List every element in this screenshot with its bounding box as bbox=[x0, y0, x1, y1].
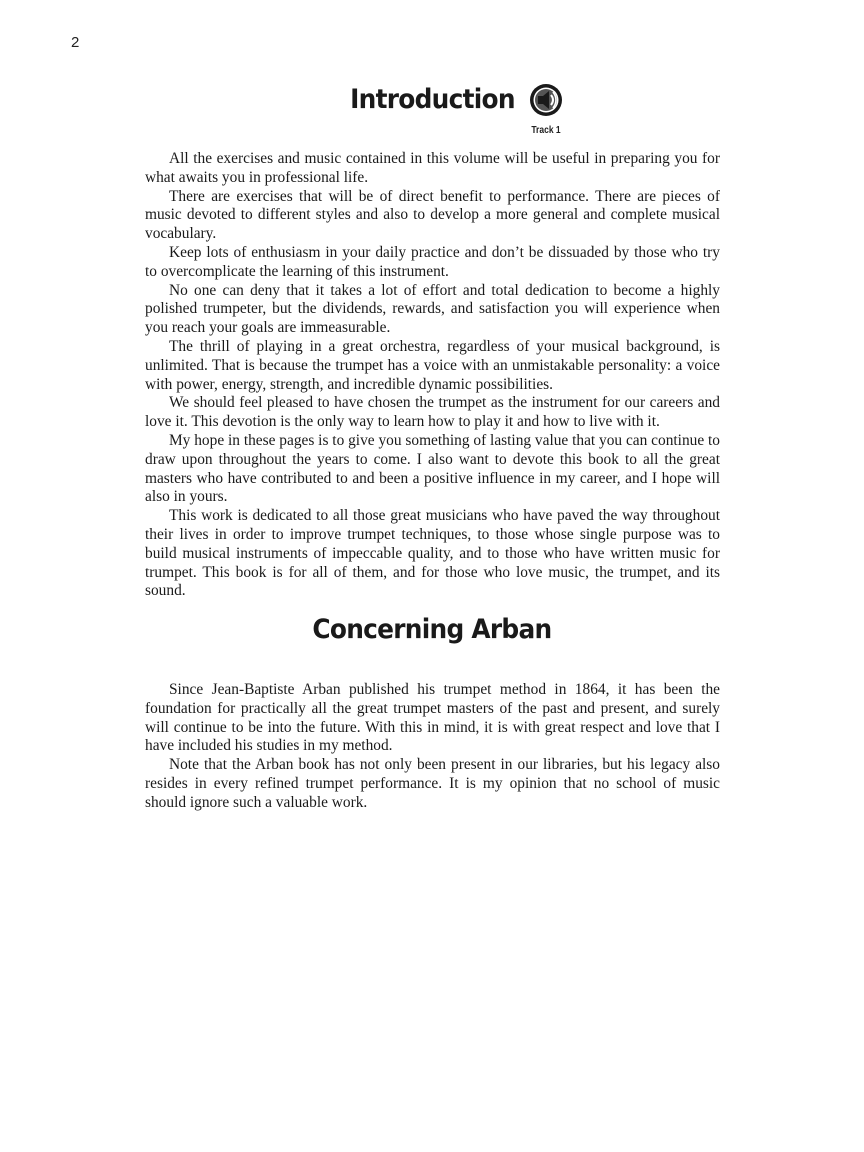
paragraph: The thrill of playing in a great orchestra, regardless of your musical background, is unlimited. That is because the trumpet has a voice with an unmistakable personality: a voice with power, energy, strength, and incredible dynamic possibilities. bbox=[145, 337, 720, 393]
paragraph: There are exercises that will be of direct benefit to performance. There are pieces of music devoted to different styles and also to develop a more general and complete musical vocabulary. bbox=[145, 187, 720, 243]
audio-track-marker bbox=[526, 82, 566, 134]
introduction-heading-block bbox=[0, 84, 864, 115]
paragraph: All the exercises and music contained in this volume will be useful in preparing you for what awaits you in professional life. bbox=[145, 150, 720, 186]
concerning-arban-body bbox=[145, 681, 720, 813]
page-number: 2 bbox=[71, 34, 80, 51]
paragraph: This work is dedicated to all those great musicians who have paved the way throughout their lives in order to improve trumpet techniques, to those whose single purpose was to build musical instruments of impeccable quality, and to those who have written music for trumpet. This book is for all of them, and for those who love music, the trumpet, and its sound. bbox=[145, 507, 720, 600]
introduction-body bbox=[145, 150, 720, 601]
speaker-icon bbox=[528, 82, 564, 118]
paragraph: Keep lots of enthusiasm in your daily practice and don’t be dissuaded by those who try to overcomplicate the learning of this instrument. bbox=[145, 243, 720, 280]
introduction-title: Introduction bbox=[349, 84, 515, 115]
paragraph: No one can deny that it takes a lot of effort and total dedication to become a highly polished trumpeter, but the dividends, rewards, and satisfaction you will experience when you reach your goals are immeasurable. bbox=[145, 281, 720, 337]
paragraph: Since Jean-Baptiste Arban published his trumpet method in 1864, it has been the foundation for practically all the great trumpet masters of the past and present, and surely will continue to be into the future. With this in mind, it is with great respect and love that I have included his studies in my method. bbox=[145, 681, 720, 755]
paragraph: My hope in these pages is to give you something of lasting value that you can continue to draw upon throughout the years to come. I also want to devote this book to all the great masters who have contributed to and been a positive influence in my career, and I hope will also in yours. bbox=[145, 431, 720, 506]
paragraph: We should feel pleased to have chosen the trumpet as the instrument for our careers and love it. This devotion is the only way to learn how to play it and how to live with it. bbox=[145, 394, 720, 431]
concerning-arban-title: Concerning Arban bbox=[312, 614, 552, 645]
paragraph: Note that the Arban book has not only been present in our libraries, but his legacy also resides in every refined trumpet performance. It is my opinion that no school of music should ignore such a valuable work. bbox=[145, 756, 720, 811]
concerning-arban-heading-block bbox=[0, 614, 864, 645]
track-label: Track 1 bbox=[531, 125, 561, 136]
